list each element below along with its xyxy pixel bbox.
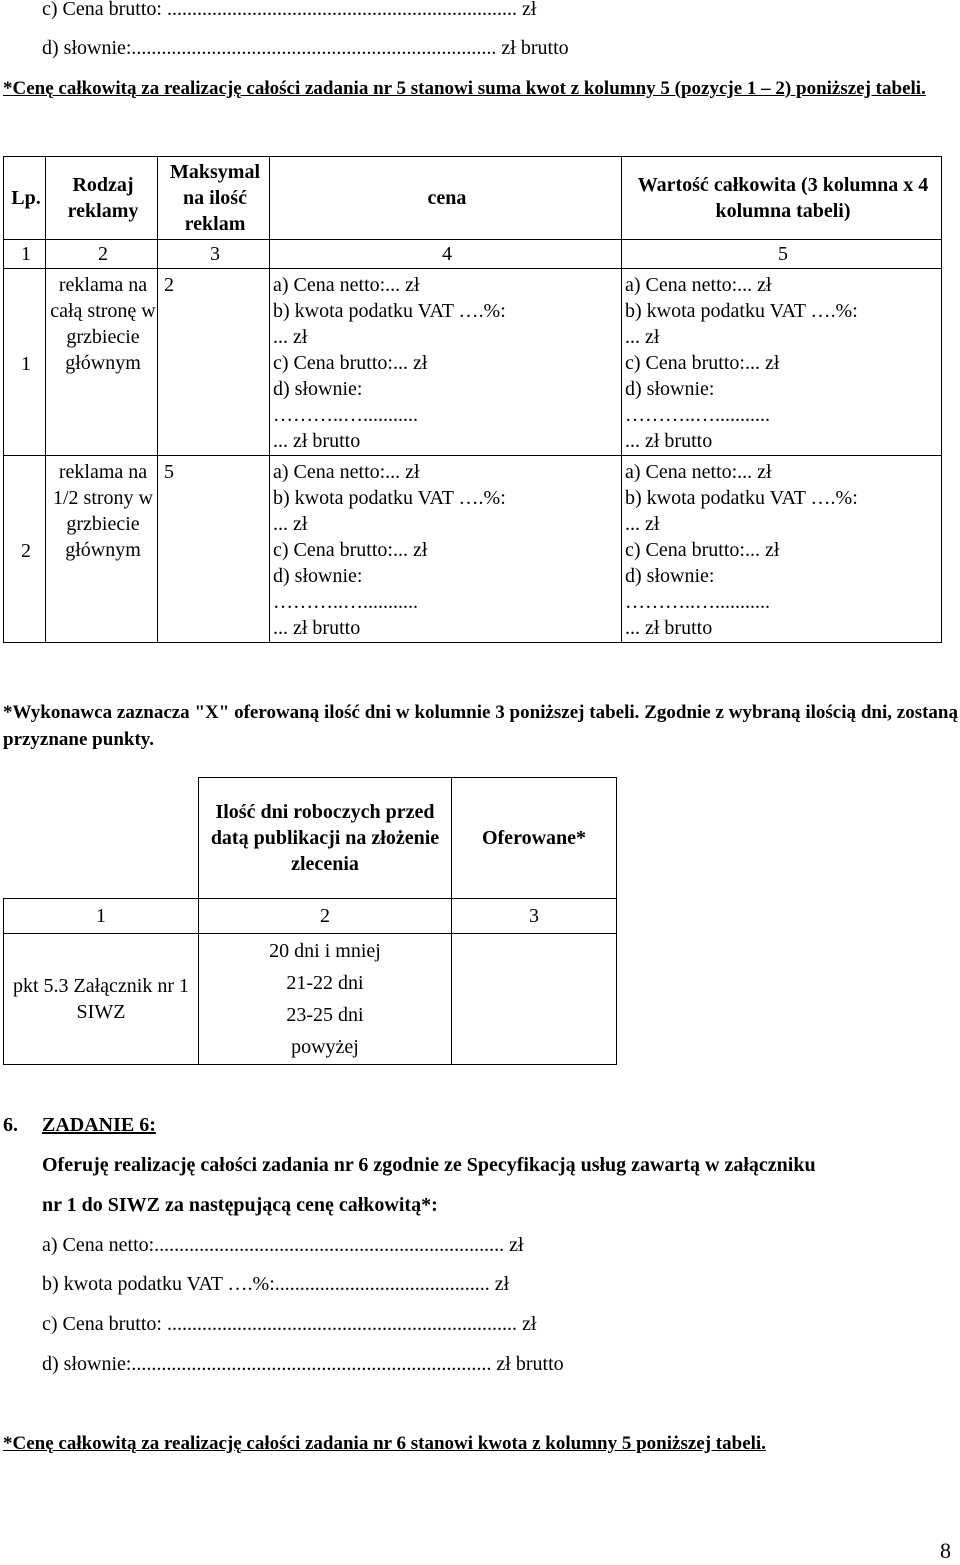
column-number: 3 — [452, 899, 617, 934]
table-row — [4, 269, 942, 456]
column-number: 5 — [622, 240, 942, 269]
task6-total-note: *Cenę całkowitą za realizację całości zadania nr 6 stanowi kwota z kolumny 5 poniższej tabeli. — [3, 1433, 766, 1454]
header-offered: Oferowane* — [452, 778, 617, 899]
header-lp: Lp. — [4, 157, 46, 240]
header-total-value: Wartość całkowita (3 kolumna x 4 kolumna tabeli) — [622, 157, 942, 240]
day-options-cell — [199, 934, 452, 1065]
row-count: 2 — [158, 269, 270, 456]
vat-amount-line: b) kwota podatku VAT ….%:........................................... zł — [42, 1273, 510, 1295]
column-number: 3 — [158, 240, 270, 269]
empty-corner-cell — [4, 778, 199, 899]
column-number: 1 — [4, 899, 199, 934]
header-max-count: Maksymal na ilość reklam — [158, 157, 270, 240]
price-in-words-line: d) słownie:......................................................................... zł brutto — [42, 37, 569, 59]
offered-mark-cell[interactable] — [452, 934, 617, 1065]
day-option: powyżej — [291, 1036, 359, 1058]
row-ad-type: reklama na 1/2 strony w grzbiecie głównym — [46, 456, 158, 643]
table-header-row — [4, 778, 617, 899]
column-number: 4 — [270, 240, 622, 269]
row-total-cell: a) Cena netto:... zł b) kwota podatku VAT ….%: ... zł c) Cena brutto:... zł d) słownie: ………..…........... ... zł brutto — [622, 269, 942, 456]
column-number: 2 — [46, 240, 158, 269]
table-row — [4, 934, 617, 1065]
price-in-words-line: d) słownie:........................................................................ zł brutto — [42, 1353, 564, 1375]
row-lp: 2 — [4, 456, 46, 643]
table-row — [4, 456, 942, 643]
header-ad-type: Rodzaj reklamy — [46, 157, 158, 240]
page-number: 8 — [940, 1538, 951, 1563]
row-total-cell: a) Cena netto:... zł b) kwota podatku VAT ….%: ... zł c) Cena brutto:... zł d) słownie: ………..…........... ... zł brutto — [622, 456, 942, 643]
section-title: ZADANIE 6: — [42, 1114, 156, 1136]
table-header-row — [4, 157, 942, 240]
row-reference: pkt 5.3 Załącznik nr 1 SIWZ — [4, 934, 199, 1065]
section-number: 6. — [3, 1114, 18, 1136]
gross-price-line: c) Cena brutto: ...................................................................... zł — [42, 1313, 537, 1335]
row-ad-type: reklama na całą stronę w grzbiecie głównym — [46, 269, 158, 456]
day-option: 23-25 dni — [286, 1004, 364, 1026]
price-gross-line: c) Cena brutto: ...................................................................... zł — [42, 0, 537, 20]
row-price-cell: a) Cena netto:... zł b) kwota podatku VAT ….%: ... zł c) Cena brutto:... zł d) słownie: ………..…........... ... zł brutto — [270, 269, 622, 456]
offer-text-line: nr 1 do SIWZ za następującą cenę całkowitą*: — [42, 1194, 438, 1216]
column-number: 1 — [4, 240, 46, 269]
header-working-days: Ilość dni roboczych przed datą publikacji na złożenie zlecenia — [199, 778, 452, 899]
row-lp: 1 — [4, 269, 46, 456]
net-price-line: a) Cena netto:...................................................................... zł — [42, 1234, 524, 1256]
row-price-cell: a) Cena netto:... zł b) kwota podatku VAT ….%: ... zł c) Cena brutto:... zł d) słownie: ………..…........... ... zł brutto — [270, 456, 622, 643]
contractor-note: *Wykonawca zaznacza "X" oferowaną ilość dni w kolumnie 3 poniższej tabeli. Zgodnie z wybraną ilością dni, zostaną przyznane punkty. — [3, 702, 958, 750]
column-number-row — [4, 240, 942, 269]
column-number-row — [4, 899, 617, 934]
day-option: 20 dni i mniej — [269, 940, 381, 962]
day-option: 21-22 dni — [286, 972, 364, 994]
column-number: 2 — [199, 899, 452, 934]
task5-price-table — [3, 156, 942, 643]
days-offer-table — [3, 777, 617, 1065]
task5-total-note: *Cenę całkowitą za realizację całości zadania nr 5 stanowi suma kwot z kolumny 5 (pozycje 1 – 2) poniższej tabeli. — [3, 78, 926, 99]
offer-text-line: Oferuję realizację całości zadania nr 6 zgodnie ze Specyfikacją usług zawartą w załączniku — [42, 1154, 816, 1176]
row-count: 5 — [158, 456, 270, 643]
header-price: cena — [270, 157, 622, 240]
